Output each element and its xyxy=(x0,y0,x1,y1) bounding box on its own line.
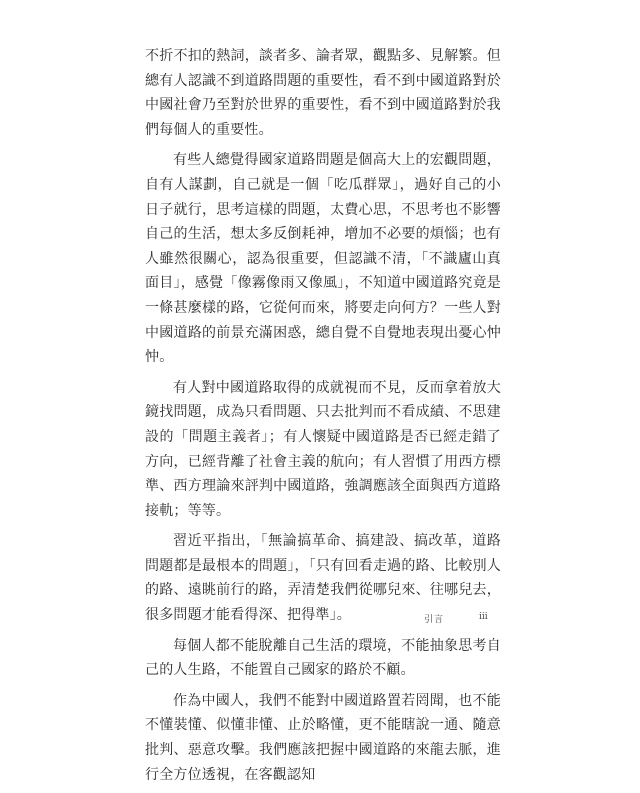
paragraph-3: 有人對中國道路取得的成就視而不見，反而拿着放大鏡找問題，成為只看問題、只去批判而不看成績、不思建設的「問題主義者」；有人懷疑中國道路是否已經走錯了方向，已經背離了社會主義的航向；有人習慣了用西方標準、西方理論來評判中國道路，強調應該全面與西方道路接軌；等等。 xyxy=(145,379,501,519)
page-footer xyxy=(0,612,640,628)
running-head: 引言 xyxy=(424,615,445,625)
paragraph-4: 習近平指出，「無論搞革命、搞建設、搞改革，道路問題都是最根本的問題」，「只有回看走過的路、比較別人的路、遠眺前行的路，弄清楚我們從哪兒來、往哪兒去，很多問題才能看得深、把得準」。 xyxy=(145,533,501,624)
paragraph-1: 不折不扣的熱詞，談者多、論者眾，觀點多、見解繁。但總有人認識不到道路問題的重要性，看不到中國道路對於中國社會乃至對於世界的重要性，看不到中國道路對於我們每個人的重要性。 xyxy=(145,48,501,138)
paragraph-2: 有些人總覺得國家道路問題是個高大上的宏觀問題，自有人謀劃，自己就是一個「吃瓜群眾」，過好自己的小日子就行，思考這樣的問題，太費心思，不思考也不影響自己的生活，想太多反倒耗神，增加不必要的煩惱；也有人雖然很關心，認為很重要，但認識不清，「不識廬山真面目」，感覺「像霧像雨又像風」，不知道中國道路究竟是一條甚麼樣的路，它從何而來，將要走向何方？一些人對中國道路的前景充滿困惑，總自覺不自覺地表現出憂心忡忡。 xyxy=(145,152,501,366)
paragraph-6: 作為中國人，我們不能對中國道路置若罔聞，也不能不懂裝懂、似懂非懂、止於略懂，更不能瞎說一通、隨意批判、惡意攻擊。我們應該把握中國道路的來龍去脈，進行全方位透視，在客觀認知 xyxy=(145,692,501,783)
page-number: iii xyxy=(479,612,488,622)
paragraph-5: 每個人都不能脫離自己生活的環境，不能抽象思考自己的人生路，不能置自己國家的路於不顧。 xyxy=(145,637,501,679)
body-text xyxy=(145,44,501,793)
